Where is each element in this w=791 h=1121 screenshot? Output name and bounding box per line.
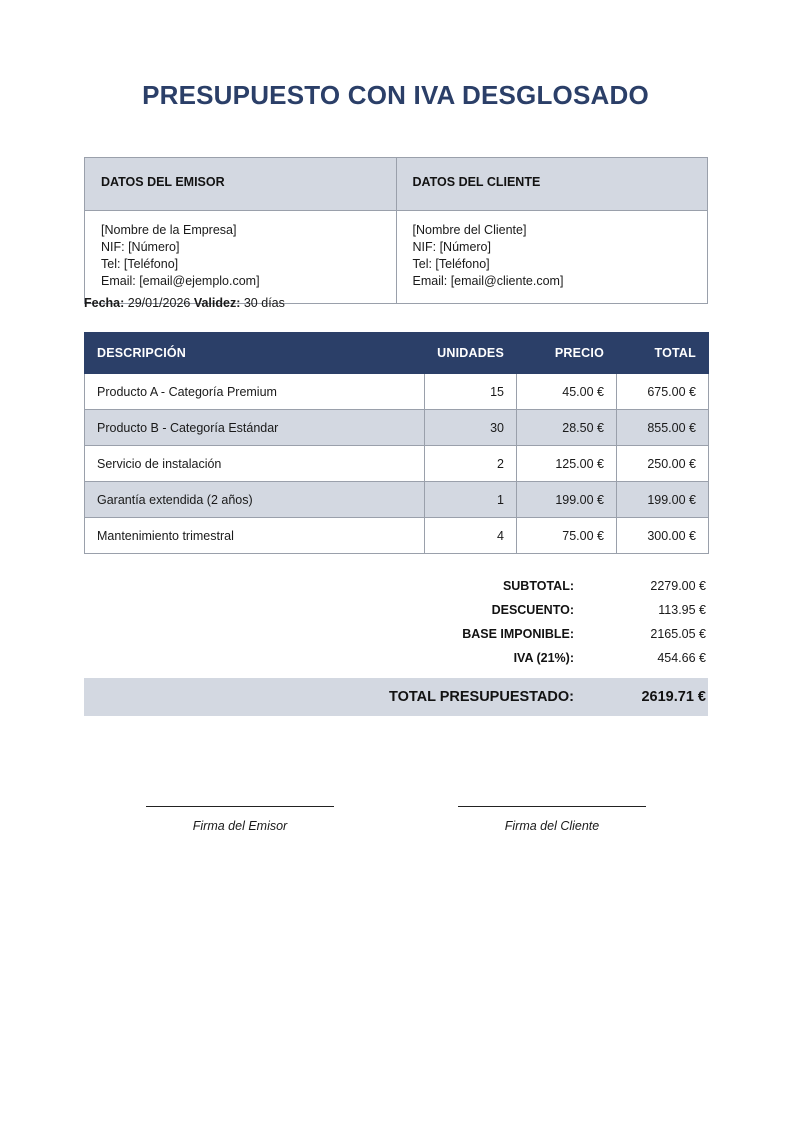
emisor-email: Email: [email@ejemplo.com] [101,274,260,288]
signature-caption-emisor: Firma del Emisor [192,819,288,833]
signature-caption-cliente: Firma del Cliente [504,819,600,833]
descuento-label: DESCUENTO: [491,603,574,617]
parties-body-row [85,211,708,304]
grand-total-label: TOTAL PRESUPUESTADO: [388,689,574,705]
totals-row-iva [84,646,708,670]
column-header-total: TOTAL [617,333,709,374]
cell-descripcion: Servicio de instalación [85,446,425,482]
totals-row-base-imponible [84,622,708,646]
totals-row-subtotal [84,574,708,598]
cell-precio: 28.50 € [517,410,617,446]
cell-total: 855.00 € [617,410,709,446]
iva-label: IVA (21%): [513,651,574,665]
cell-descripcion: Garantía extendida (2 años) [85,482,425,518]
totals-row-grand-total [84,678,708,716]
cell-unidades: 15 [425,374,517,410]
cliente-nif: NIF: [Número] [412,240,491,254]
cliente-details-cell [396,211,708,304]
grand-total-value: 2619.71 € [641,689,706,705]
emisor-nif: NIF: [Número] [101,240,180,254]
iva-value: 454.66 € [657,651,706,665]
fecha-label: Fecha: [84,296,125,310]
signature-line-emisor [146,806,334,807]
cell-unidades: 4 [425,518,517,554]
validez-value: 30 días [243,296,285,310]
totals-row-descuento [84,598,708,622]
parties-heading-row [85,158,708,211]
table-row [85,518,709,554]
table-row [85,374,709,410]
cell-precio: 199.00 € [517,482,617,518]
validez-label: Validez: [193,296,241,310]
base-imponible-value: 2165.05 € [650,627,706,641]
items-table [84,332,709,554]
cell-total: 199.00 € [617,482,709,518]
signature-block-emisor [84,806,396,833]
emisor-phone: Tel: [Teléfono] [101,257,179,271]
items-header-row [85,333,709,374]
emisor-company-name: [Nombre de la Empresa] [101,223,237,237]
cell-unidades: 1 [425,482,517,518]
subtotal-value: 2279.00 € [650,579,706,593]
date-validity-line [84,296,285,310]
table-row [85,446,709,482]
cell-precio: 75.00 € [517,518,617,554]
cliente-email: Email: [email@cliente.com] [412,274,564,288]
cell-precio: 125.00 € [517,446,617,482]
cliente-phone: Tel: [Teléfono] [412,257,490,271]
cell-unidades: 30 [425,410,517,446]
fecha-value: 29/01/2026 [127,296,191,310]
column-header-precio: PRECIO [517,333,617,374]
totals-section [84,574,708,716]
column-header-unidades: UNIDADES [425,333,517,374]
signature-line-cliente [458,806,646,807]
cell-descripcion: Producto A - Categoría Premium [85,374,425,410]
parties-table [84,157,708,304]
signatures-section [84,806,708,833]
cell-unidades: 2 [425,446,517,482]
cell-total: 300.00 € [617,518,709,554]
emisor-heading-cell [85,158,397,211]
cell-descripcion: Producto B - Categoría Estándar [85,410,425,446]
cell-precio: 45.00 € [517,374,617,410]
page-title: PRESUPUESTO CON IVA DESGLOSADO [142,80,649,110]
cell-descripcion: Mantenimiento trimestral [85,518,425,554]
subtotal-label: SUBTOTAL: [502,579,574,593]
descuento-value: 113.95 € [658,603,706,617]
cliente-name: [Nombre del Cliente] [412,223,527,237]
table-row [85,482,709,518]
table-row [85,410,709,446]
emisor-details-cell [85,211,397,304]
base-imponible-label: BASE IMPONIBLE: [462,627,574,641]
cliente-heading-cell [396,158,708,211]
emisor-heading-label: DATOS DEL EMISOR [101,175,225,189]
cell-total: 250.00 € [617,446,709,482]
column-header-descripcion: DESCRIPCIÓN [85,333,425,374]
signature-block-cliente [396,806,708,833]
cliente-heading-label: DATOS DEL CLIENTE [412,175,541,189]
cell-total: 675.00 € [617,374,709,410]
